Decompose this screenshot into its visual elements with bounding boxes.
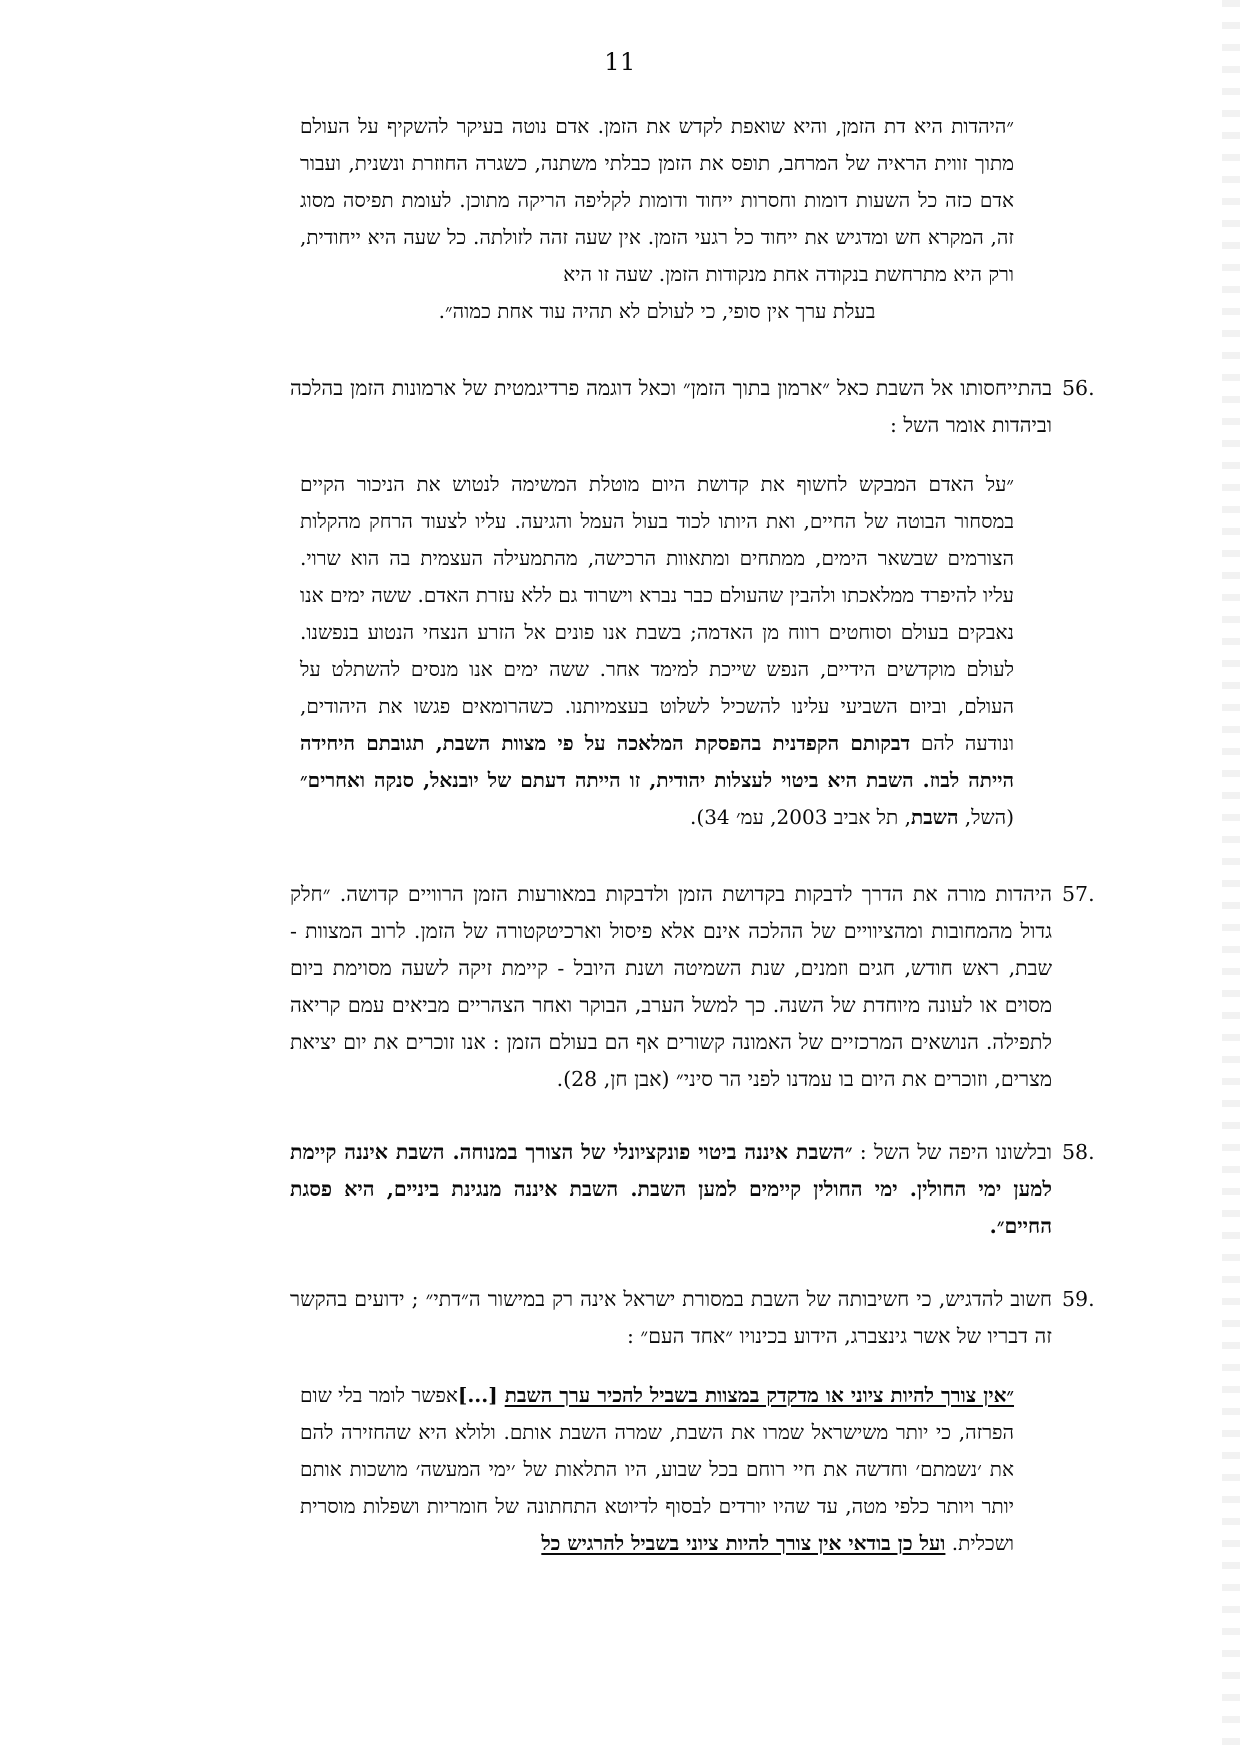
paragraph-58-prefix: ובלשונו היפה של השל : [852, 1140, 1052, 1164]
paragraph-57-number: 57. [1062, 882, 1095, 906]
block-quote-1-last-line: בעלת ערך אין סופי, כי לעולם לא תהיה עוד אחת כמוה״. [438, 299, 876, 323]
block-quote-1 [290, 108, 1110, 330]
paragraph-56 [290, 370, 1110, 444]
paragraph-57-body [290, 876, 1052, 1098]
spacer [290, 1120, 1110, 1134]
paragraph-56-body [290, 370, 1052, 444]
paragraph-57 [290, 876, 1110, 1098]
block-quote-1-text: ״היהדות היא דת הזמן, והיא שואפת לקדש את הזמן. אדם נוטה בעיקר להשקיף על העולם מתוך זווית הראיה של המרחב, תופס את הזמן כבלתי משתנה, כשגרה החוזרת ונשנית, ועבור אדם כזה כל השעות דומות וחסרות ייחוד ודומות לקליפה הריקה מתוכן. לעומת תפיסה מסוג זה, המקרא חש ומדגיש את ייחוד כל רגעי הזמן. אין שעה זהה לזולתה. כל שעה היא ייחודית, ורק היא מתרחשת בנקודה אחת מנקודות הזמן. שעה זו היא [300, 114, 1014, 286]
block-quote-3-ellipsis: [...] [457, 1383, 505, 1407]
scan-edge-artifact [1222, 0, 1240, 1754]
paragraph-58-paragraph [290, 1134, 1052, 1245]
spacer [290, 862, 1110, 876]
block-quote-3-paragraph [300, 1377, 1014, 1562]
paragraph-59-number: 59. [1062, 1287, 1095, 1311]
paragraph-56-text: בהתייחסותו אל השבת כאל ״ארמון בתוך הזמן״ וכאל דוגמה פרדיגמטית של ארמונות הזמן בהלכה וביהדות אומר השל : [290, 376, 1052, 437]
paragraph-59-text: חשוב להדגיש, כי חשיבותה של השבת במסורת ישראל אינה רק במישור ה״דתי״ ; ידועים בהקשר זה דבריו של אשר גינצברג, הידוע בכינויו ״אחד העם״ : [290, 1287, 1052, 1348]
block-quote-2-citation-title: השבת [910, 805, 959, 829]
paragraph-58-bold-quote: ״השבת איננה ביטוי פונקציונלי של הצורך במנוחה. השבת איננה קיימת למען ימי החולין. ימי החולין קיימים למען השבת. השבת איננה מנגינת ביניים, היא פסגת החיים״. [290, 1140, 1052, 1238]
block-quote-3-body: אפשר לומר בלי שום הפרזה, כי יותר משישראל שמרו את השבת, שמרה השבת אותם. ולולא היא שהחזירה להם את ׳נשמתם׳ וחדשה את חיי רוחם בכל שבוע, היו התלאות של ׳ימי המעשה׳ מושכות אותם יותר ויותר כלפי מטה, עד שהיו יורדים לבסוף לדיוטא התחתונה של חומריות ושפלות מוסרית ושכלית. [300, 1383, 1014, 1555]
paragraph-58-body [290, 1134, 1052, 1245]
block-quote-3 [290, 1377, 1110, 1562]
spacer [290, 1267, 1110, 1281]
block-quote-2-bold-text: דבקותם הקפדנית בהפסקת המלאכה על פי מצוות השבת, תגובתם היחידה הייתה לבוז. השבת היא ביטוי לעצלות יהודית, זו הייתה דעתם של יובנאל, סנקה ואחרים״ [300, 731, 1014, 792]
block-quote-2-citation-open: (השל, [958, 805, 1014, 829]
paragraph-56-number: 56. [1062, 376, 1095, 400]
block-quote-3-headline: ״אין צורך להיות ציוני או מדקדק במצוות בשביל להכיר ערך השבת [504, 1383, 1015, 1407]
block-quote-2 [290, 466, 1110, 836]
paragraph-59 [290, 1281, 1110, 1355]
block-quote-3-tail-emphasis: ועל כן בודאי אין צורך להיות ציוני בשביל להרגיש כל [541, 1531, 946, 1555]
block-quote-2-paragraph [300, 466, 1014, 836]
paragraph-58-number: 58. [1062, 1140, 1095, 1164]
page-content [290, 108, 1110, 1588]
block-quote-2-text: ״על האדם המבקש לחשוף את קדושת היום מוטלת המשימה לנטוש את הניכור הקיים במסחור הבוטה של החיים, ואת היותו לכוד בעול העמל והגיעה. עליו לצעוד הרחק מהקלות הצורמים שבשאר הימים, ממתחים ומתאוות הרכישה, מהתמעילה העצמית בה הוא שרוי. עליו להיפרד ממלאכתו ולהבין שהעולם כבר נברא וישרוד גם ללא עזרת האדם. ששה ימים אנו נאבקים בעולם וסוחטים רווח מן האדמה; בשבת אנו פונים אל הזרע הנצחי הנטוע בנפשנו. לעולם מוקדשים הידיים, הנפש שייכת למימד אחר. ששה ימים אנו מנסים להשתלט על העולם, וביום השביעי עלינו להשכיל לשלוט בעצמיותנו. כשהרומאים פגשו את היהודים, ונודעה להם [300, 472, 1014, 755]
block-quote-2-citation-rest: , תל אביב 2003, עמ׳ 34). [690, 805, 911, 829]
paragraph-59-body [290, 1281, 1052, 1355]
paragraph-58 [290, 1134, 1110, 1245]
paragraph-57-text: היהדות מורה את הדרך לדבקות בקדושת הזמן ולדבקות במאורעות הזמן הרוויים קדושה. ״חלק גדול מהמחובות ומהציוויים של ההלכה אינם אלא פיסול וארכיטקטורה של הזמן. לרוב המצוות - שבת, ראש חודש, חגים וזמנים, שנת השמיטה ושנת היובל - קיימת זיקה לשעה מסוימת ביום מסוים או לעונה מיוחדת של השנה. כך למשל הערב, הבוקר ואחר הצהריים מביאים עמם קריאה לתפילה. הנושאים המרכזיים של האמונה קשורים אף הם בעולם הזמן : אנו זוכרים את יום יציאת מצרים, וזוכרים את היום בו עמדנו לפני הר סיני״ (אבן חן, 28). [290, 882, 1052, 1091]
page-number: 11 [604, 48, 636, 76]
